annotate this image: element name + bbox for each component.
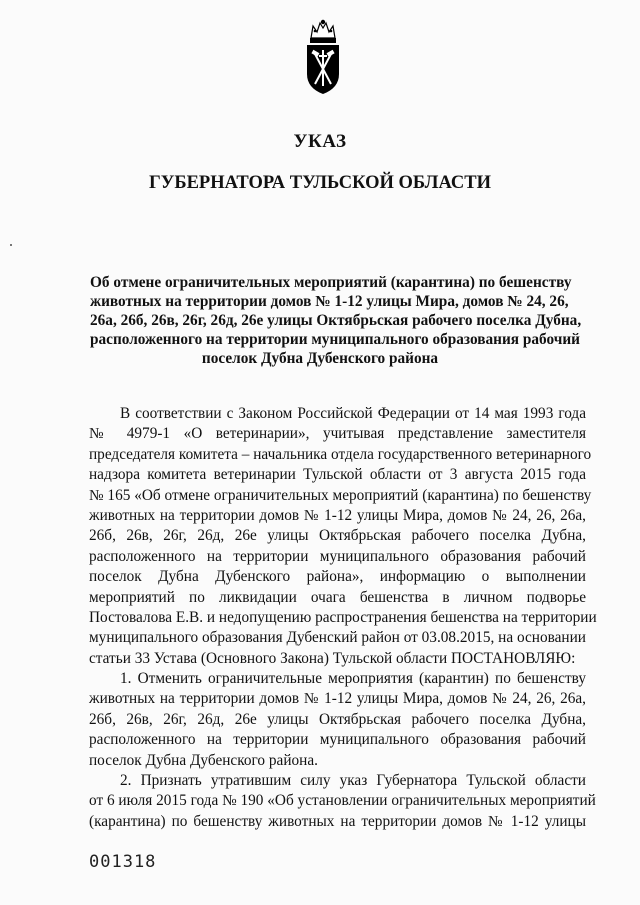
decree-title-line: Об отмене ограничительных мероприятий (карантина) по бешенству	[90, 274, 572, 291]
body-line: расположенного на территории муниципального образования рабочий	[89, 547, 586, 565]
body-line: от 6 июля 2015 года № 190 «Об установлении ограничительных мероприятий	[89, 792, 596, 810]
body-line: № 4979-1 «О ветеринарии», учитывая представление заместителя	[89, 425, 586, 443]
decree-title-line: 26а, 26б, 26в, 26г, 26д, 26е улицы Октябрьская рабочего поселка Дубна,	[90, 312, 582, 329]
decree-title-line: расположенного на территории муниципального образования рабочий	[90, 331, 580, 348]
decree-title-line: животных на территории домов № 1-12 улицы Мира, домов № 24, 26,	[90, 293, 569, 310]
body-line: животных на территории домов № 1-12 улицы Мира, домов № 24, 26, 26а,	[89, 506, 586, 524]
body-line: муниципального образования Дубенский район от 03.08.2015, на основании	[89, 629, 586, 647]
body-line: 1. Отменить ограничительные мероприятия (карантин) по бешенству	[120, 670, 586, 688]
body-line: поселок Дубна Дубенского района», информацию о выполнении	[89, 568, 586, 586]
body-line: 2. Признать утратившим силу указ Губернатора Тульской области	[120, 772, 586, 790]
body-line: 26б, 26в, 26г, 26д, 26е улицы Октябрьская рабочего поселка Дубна,	[89, 710, 586, 728]
body-line: председателя комитета – начальника отдела государственного ветеринарного	[89, 445, 592, 463]
margin-mark	[10, 244, 12, 246]
decree-title-line: поселок Дубна Дубенского района	[201, 350, 439, 367]
body-line: (карантина) по бешенству животных на территории домов № 1-12 улицы	[89, 812, 586, 830]
body-line: расположенного на территории муниципального образования рабочий	[89, 731, 586, 749]
body-line: Постовалова Е.В. и недопущению распространения бешенства на территории	[89, 608, 597, 626]
body-line: № 165 «Об отмене ограничительных мероприятий (карантина) по бешенству	[89, 486, 592, 504]
decree-title	[90, 273, 582, 368]
body-line: надзора комитета ветеринарии Тульской области от 3 августа 2015 года	[89, 466, 586, 484]
body-line: животных на территории домов № 1-12 улицы Мира, домов № 24, 26, 26а,	[89, 690, 586, 708]
body-line: поселок Дубна Дубенского района.	[89, 751, 318, 769]
body-line: статьи 33 Устава (Основного Закона) Тульской области ПОСТАНОВЛЯЮ:	[89, 649, 576, 667]
body-line: мероприятий по ликвидации очага бешенства в личном подворье	[89, 588, 586, 606]
decree-body	[89, 404, 597, 832]
issuer-heading: ГУБЕРНАТОРА ТУЛЬСКОЙ ОБЛАСТИ	[149, 173, 491, 193]
body-line: 26б, 26в, 26г, 26д, 26е улицы Октябрьская рабочего поселка Дубна,	[89, 527, 586, 545]
document-type-heading: УКАЗ	[293, 131, 347, 152]
document-serial-number: 001318	[89, 852, 157, 872]
body-line: В соответствии с Законом Российской Федерации от 14 мая 1993 года	[120, 405, 586, 422]
coat-of-arms-emblem	[303, 18, 343, 96]
